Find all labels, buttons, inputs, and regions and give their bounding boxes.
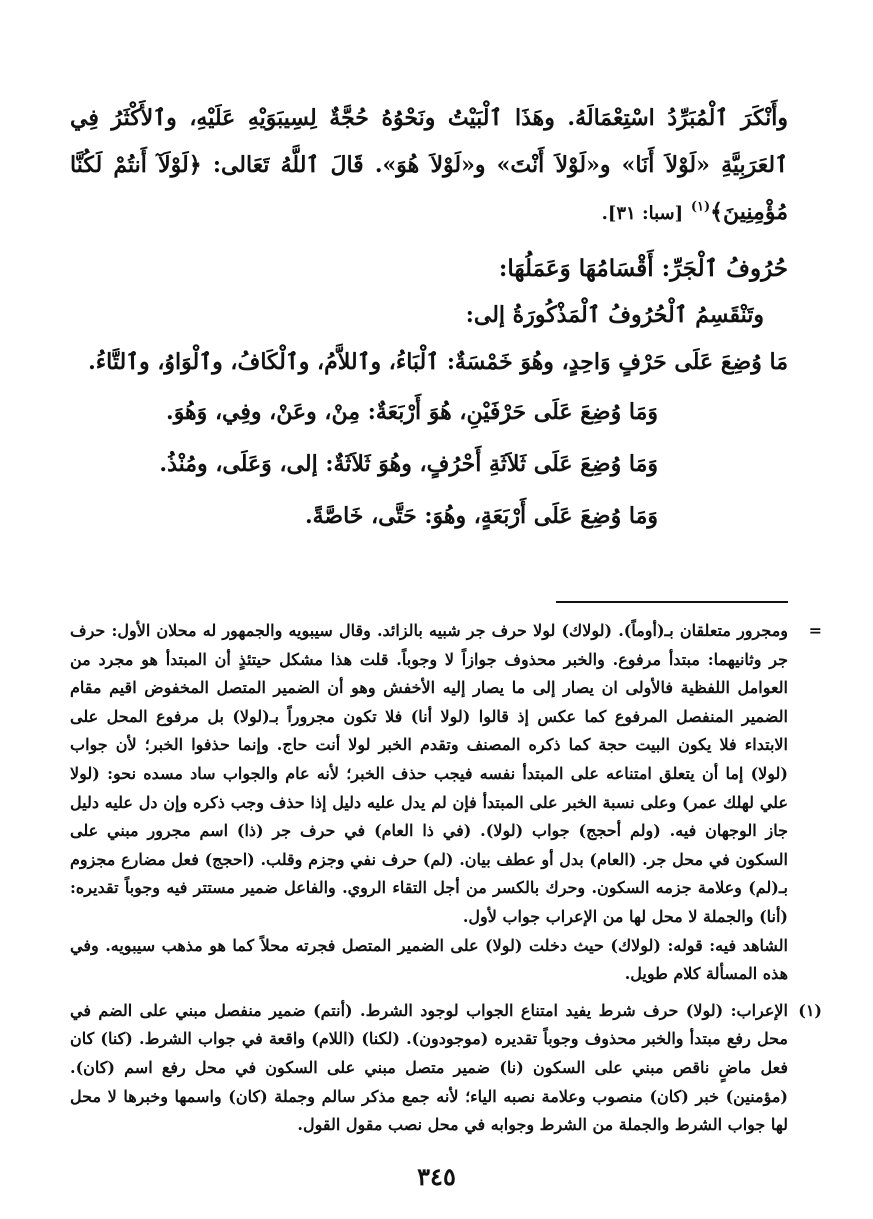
shahid-label: الشاهد فيه: (709, 935, 788, 955)
verse-footnote-ref: (١) (690, 199, 711, 215)
footnote-one-marker: (١) (798, 1000, 822, 1020)
footnote-continuation (70, 617, 822, 932)
verse-citation: [سبا: ٣١]. (601, 203, 684, 224)
intro-line: وتَنْقَسِمُ ٱلْحُرُوفُ ٱلْمَذْكُورَةُ إلى: (465, 302, 764, 328)
section-heading: حُرُوفُ ٱلْجَرِّ: أَقْسَامُهَا وَعَمَلُهَا: (498, 255, 788, 282)
irab-label: الإعراب: (730, 1000, 788, 1020)
list-item-one-letter: مَا وُضِعَ عَلَى حَرْفٍ وَاحِدٍ، وهُوَ خَمْسَةٌ: ٱلْبَاءُ، وٱللاَّمُ، وٱلْكَافُ، وٱلْوَاوُ، وٱلتَّاءُ. (88, 349, 788, 375)
quran-verse: ﴿لَوْلَآ أَنتُمْ لَكُنَّا مُؤْمِنِينَ﴾ (70, 152, 788, 225)
list-item-four-letters: وَمَا وُضِعَ عَلَى أَرْبَعَةٍ، وهُوَ: حَتَّى، خَاصَّةً. (304, 503, 658, 529)
shahid-text: قوله: (لولاك) حيث دخلت (لولا) على الضمير المتصل فجرته محلاً كما هو مذهب سيبويه. وفي هذه المسألة كلام طويل. (70, 935, 788, 984)
page-number: ٣٤٥ (417, 1162, 456, 1191)
footnote-shahid (70, 932, 788, 989)
irab-text: (لولا) حرف شرط يفيد امتناع الجواب لوجود الشرط. (أنتم) ضمير منفصل مبني على الضم في محل رفع مبتدأ والخبر محذوف وجوباً تقديره (موجودون). (لكنا) (اللام) واقعة في جواب الشرط. (كنا) كان فعل ماضٍ ناقص مبني على السكون (نا) ضمير متصل مبني على السكون في محل رفع اسم (كان). (مؤمنين) خبر (كان) منصوب وعلامة نصبه الياء؛ لأنه جمع مذكر سالم وجملة (كان) واسمها وخبرها لا محل لها جواب الشرط والجملة من الشرط وجوابه في محل نصب مقول القول. (70, 1000, 788, 1135)
paragraph-opening (70, 95, 788, 237)
continuation-text: ومجرور متعلقان بـ(أوماً). (لولاك) لولا حرف جر شبيه بالزائد. وقال سيبويه والجمهور له محلان الأول: حرف جر وثانيهما: مبتدأ مرفوع. والخبر محذوف جوازاً لا وجوباً. قلت هذا مشكل حيتئذٍ أن المبتدأ هو مجرد من العوامل اللفظية فالأولى ان يصار إلى ما يصار إليه الأخفش وهو أن الضمير المتصل المخفوض اقيم مقام الضمير المنفصل المرفوع كما عكس إذ قالوا (لولا أنا) فلا تكون مجروراً بـ(لولا) بل مرفوع المحل على الابتداء فلا يكون البيت حجة كما ذكره المصنف وتقدم الخبر لولا أنت حاج. وإنما حذفوا الخبر؛ لأن جواب (لولا) إما أن يتعلق امتناعه على المبتدأ نفسه فيجب حذف الخبر؛ لأنه عام والجواب ساد مسده نحو: (لولا علي لهلك عمر) وعلى نسبة الخبر على المبتدأ فإن لم يدل عليه دليل إذا حذف وجب ذكره وإن دل عليه دليل جاز الوجهان فيه. (ولم أحجج) جواب (لولا). (في ذا العام) في حرف جر (ذا) اسم مجرور مبني على السكون في محل جر. (العام) بدل أو عطف بيان. (لم) حرف نفي وجزم وقلب. (احجج) فعل مضارع مجزوم بـ(لم) وعلامة جزمه السكون. وحرك بالكسر من أجل التقاء الروي. والفاعل ضمير مستتر فيه وجوباً تقديره: (أنا) والجملة لا محل لها من الإعراب جواب لأول. (70, 621, 789, 926)
footnote-one (70, 997, 822, 1140)
opening-text: وأَنْكَرَ ٱلْمُبَرِّدُ اسْتِعْمَالَهُ. وهَذَا ٱلْبَيْتُ ونَحْوُهُ حُجَّةٌ لِسِيبَوَيْهِ عَلَيْهِ، وٱلأَكْثَرُ فِي ٱلعَرَبِيَّةِ «لَوْلاَ أَنَا» و«لَوْلاَ أَنْتَ» و«لَوْلاَ هُوَ». قَالَ ٱللَّهُ تَعَالى: (70, 105, 788, 178)
footnote-separator (556, 601, 788, 603)
main-text (70, 95, 788, 542)
list-item-two-letters: وَمَا وُضِعَ عَلَى حَرْفَيْنِ، هُوَ أَرْبَعَةٌ: مِنْ، وعَنْ، وفِي، وَهُوَ. (166, 399, 658, 425)
list-item-three-letters: وَمَا وُضِعَ عَلَى ثَلاَثَةِ أَحْرُفٍ، وهُوَ ثَلاَثَةٌ: إلى، وَعَلَى، ومُنْذُ. (159, 451, 658, 477)
continuation-marker: = (808, 621, 822, 640)
footnotes (70, 617, 822, 1140)
